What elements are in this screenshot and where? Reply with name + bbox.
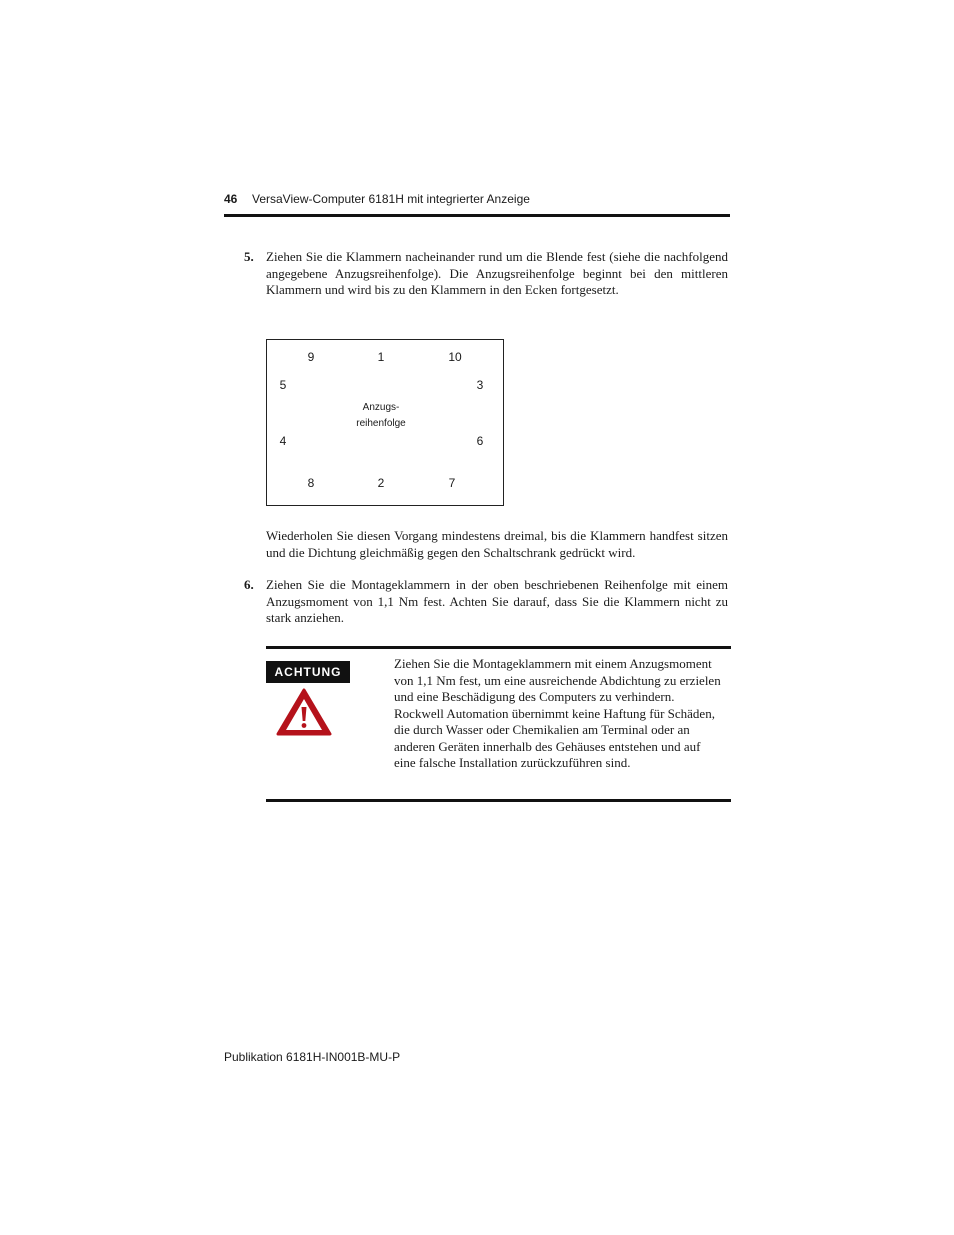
step-text: Ziehen Sie die Klammern nacheinander rund um die Blende fest (siehe die nachfolgend angegebene Anzugsreihenfolge). Die Anzugsreihenfolge beginnt bei den mittleren Klammern und wird bis zu den Klammern in den Ecken fortgesetzt.	[266, 249, 728, 297]
running-title: VersaView-Computer 6181H mit integrierter Anzeige	[252, 192, 530, 206]
clamp-position-top-center: 1	[377, 350, 385, 364]
footer-publication: Publikation 6181H-IN001B-MU-P	[224, 1050, 401, 1064]
clamp-position-bottom-left: 8	[307, 476, 315, 490]
clamp-position-top-right: 10	[448, 350, 462, 364]
clamp-position-bottom-right: 7	[448, 476, 456, 490]
header-rule	[224, 214, 730, 217]
attention-box	[266, 646, 731, 802]
diagram-caption	[341, 400, 421, 432]
clamp-position-top-left: 9	[307, 350, 315, 364]
attention-text: Ziehen Sie die Montageklammern mit einem Anzugsmoment von 1,1 Nm fest, um eine ausreichende Abdichtung zu erzielen und eine Beschädigung des Computers zu verhindern. Rockwell Automation übernimmt keine Haftung für Schäden, die durch Wasser oder Chemikalien am Terminal oder an anderen Geräten innerhalb des Gehäuses entstehen und auf eine falsche Installation zurückzuführen sind.	[394, 656, 721, 770]
step-number: 5.	[244, 249, 254, 264]
attention-label: ACHTUNG	[266, 661, 350, 683]
caption-line-1: Anzugs-	[362, 402, 400, 413]
page-header	[224, 192, 730, 218]
attention-rule-top	[266, 646, 731, 649]
clamp-position-upper-left: 5	[279, 378, 287, 392]
page-number: 46	[224, 192, 238, 206]
step-number: 6.	[244, 577, 254, 592]
caption-line-2: reihenfolge	[356, 418, 406, 429]
attention-rule-bottom	[266, 799, 731, 802]
tightening-sequence-diagram	[266, 339, 504, 506]
step-text: Ziehen Sie die Montageklammern in der oben beschriebenen Reihenfolge mit einem Anzugsmoment von 1,1 Nm fest. Achten Sie darauf, dass Sie die Klammern nicht zu stark anziehen.	[266, 577, 728, 625]
repeat-paragraph: Wiederholen Sie diesen Vorgang mindestens dreimal, bis die Klammern handfest sitzen und die Dichtung gleichmäßig gegen den Schaltschrank gedrückt wird.	[266, 528, 728, 560]
clamp-position-bottom-center: 2	[377, 476, 385, 490]
clamp-position-lower-left: 4	[279, 434, 287, 448]
clamp-position-lower-right: 6	[476, 434, 484, 448]
clamp-position-upper-right: 3	[476, 378, 484, 392]
warning-triangle-icon	[276, 687, 332, 737]
